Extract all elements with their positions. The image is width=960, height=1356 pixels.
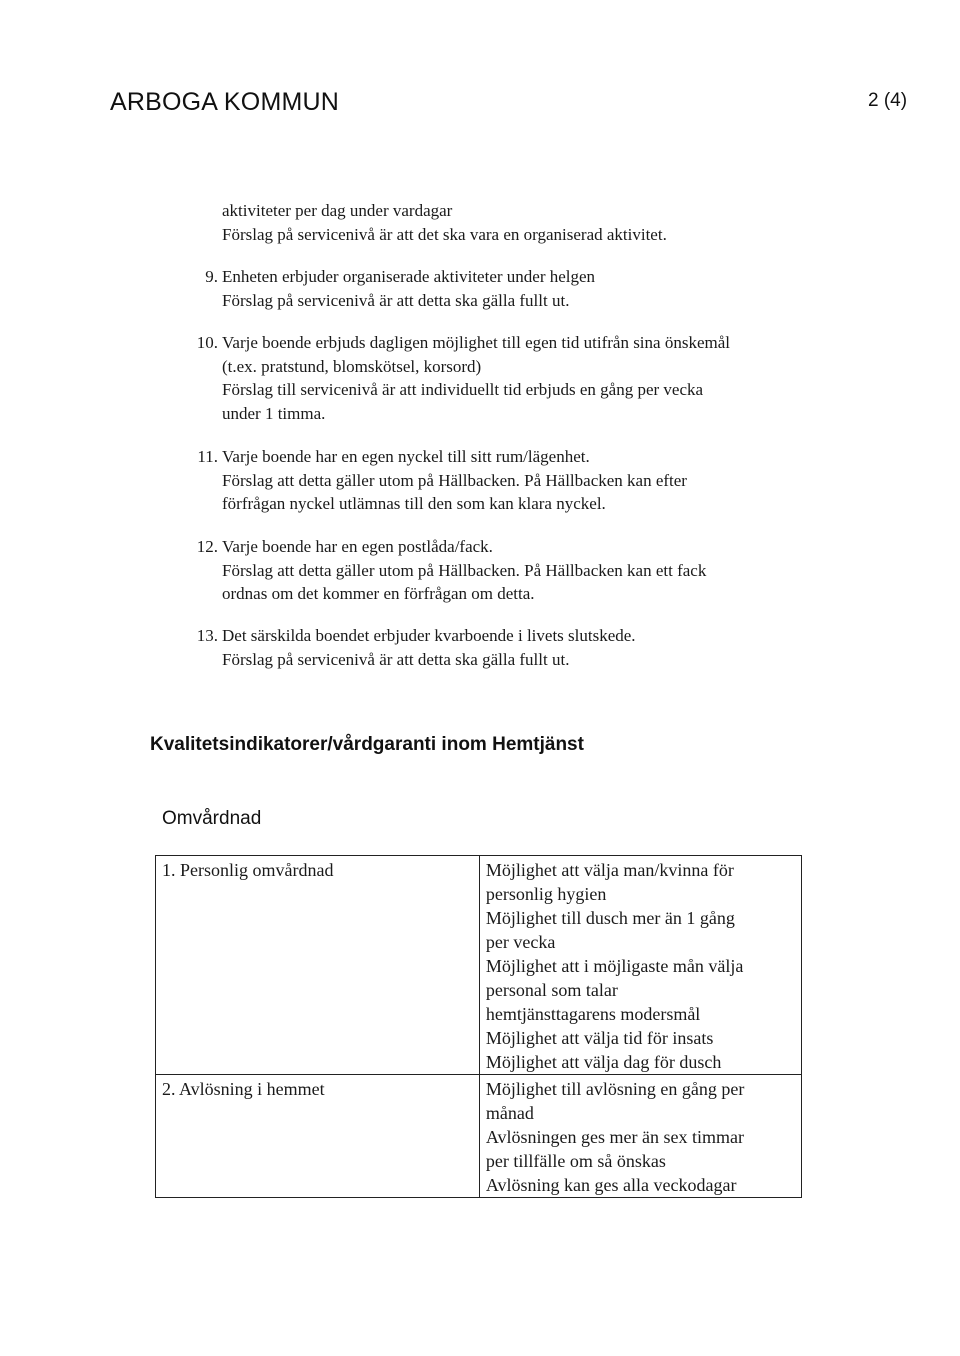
description-line: Möjlighet till avlösning en gång per [485, 1079, 745, 1099]
description-line: Möjlighet att välja tid för insats [485, 1028, 714, 1048]
item-number: 9. [205, 267, 218, 286]
item-number: 10. [196, 333, 218, 352]
table-cell-category: 2. Avlösning i hemmet [156, 1075, 480, 1198]
item-line: Det särskilda boendet erbjuder kvarboende i livets slutskede. [222, 626, 636, 645]
section-heading: Kvalitetsindikatorer/vårdgaranti inom Hemtjänst [150, 734, 584, 755]
item-line: (t.ex. pratstund, blomskötsel, korsord) [222, 356, 482, 376]
item-line: ordnas om det kommer en förfrågan om detta. [222, 584, 535, 603]
item-line: Förslag att detta gäller utom på Hällbacken. På Hällbacken kan efter [222, 470, 687, 490]
organization-name: ARBOGA KOMMUN [110, 88, 340, 116]
description-line: Möjlighet att välja man/kvinna för [485, 860, 734, 880]
table-row [156, 856, 802, 1075]
item-line: Förslag på servicenivå är att detta ska gälla fullt ut. [222, 649, 570, 669]
table-cell-description [479, 1075, 801, 1198]
description-line: Avlösningen ges mer än sex timmar [485, 1127, 744, 1147]
description-line: personal som talar [485, 980, 618, 1000]
item-line: aktiviteter per dag under vardagar [222, 201, 453, 220]
item-line: Varje boende erbjuds dagligen möjlighet till egen tid utifrån sina önskemål [222, 333, 730, 352]
item-line: Förslag att detta gäller utom på Hällbacken. På Hällbacken kan ett fack [222, 560, 707, 580]
item-line: Förslag till servicenivå är att individuellt tid erbjuds en gång per vecka [222, 380, 704, 399]
list-item [196, 535, 842, 606]
list-item [196, 331, 842, 425]
table-row [156, 1075, 802, 1198]
list-item [197, 445, 842, 516]
description-line: Möjlighet att i möjligaste mån välja [485, 956, 744, 976]
description-line: per tillfälle om så önskas [485, 1151, 666, 1171]
item-number: 12. [196, 537, 218, 556]
item-line: Varje boende har en egen postlåda/fack. [222, 537, 493, 556]
item-line: Förslag på servicenivå är att detta ska gälla fullt ut. [222, 290, 570, 310]
list-item [222, 199, 842, 246]
item-line: Förslag på servicenivå är att det ska vara en organiserad aktivitet. [222, 224, 667, 244]
page-number: 2 (4) [868, 90, 908, 111]
description-line: per vecka [485, 932, 556, 952]
care-table [155, 855, 802, 1198]
table-cell-category: 1. Personlig omvårdnad [156, 856, 480, 1075]
description-line: Möjlighet att välja dag för dusch [485, 1052, 722, 1072]
description-line: hemtjänsttagarens modersmål [485, 1004, 701, 1024]
item-number: 13. [196, 626, 218, 645]
list-item [196, 624, 842, 671]
item-line: under 1 timma. [222, 403, 326, 423]
description-line: månad [485, 1103, 534, 1123]
description-line: Möjlighet till dusch mer än 1 gång [485, 908, 735, 928]
description-line: Avlösning kan ges alla veckodagar [485, 1175, 737, 1195]
item-line: Varje boende har en egen nyckel till sitt rum/lägenhet. [222, 447, 590, 466]
table-cell-description [479, 856, 801, 1075]
item-line: Enheten erbjuder organiserade aktiviteter under helgen [222, 267, 596, 286]
list-item [205, 265, 842, 312]
description-line: personlig hygien [485, 884, 607, 904]
subheading: Omvårdnad [162, 808, 262, 829]
item-number: 11. [197, 447, 218, 466]
item-line: förfrågan nyckel utlämnas till den som kan klara nyckel. [222, 494, 606, 513]
